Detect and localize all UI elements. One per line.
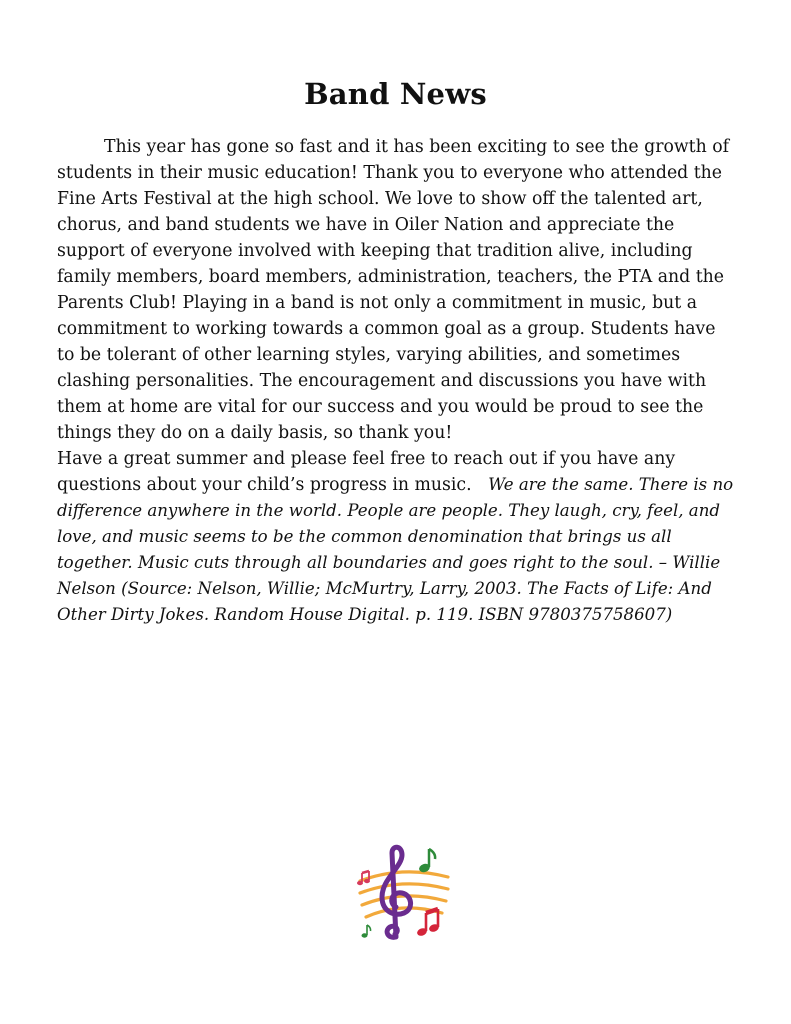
willie-nelson-quote: We are the same. There is no difference anywhere in the world. People are people. They laugh, cry, feel, and love, and music seems to be the common denomination that brings us all together. Music cuts through all boundaries and goes right to the soul. – Willie Nelson (Source: Nelson, Willie; McMurtry, Larry, 2003. The Facts of Life: And Other Dirty Jokes. Random House Digital. p. 119. ISBN 9780375758607) bbox=[57, 475, 734, 624]
paragraph-closing bbox=[57, 446, 737, 628]
paragraph-closing-text: Have a great summer and please feel free to reach out if you have any questions about your child’s progress in music. bbox=[57, 449, 676, 495]
staff-line-1 bbox=[360, 872, 448, 881]
paragraph-intro bbox=[57, 134, 737, 446]
treble-clef bbox=[382, 847, 411, 937]
music-notes-treble-clef-icon bbox=[352, 843, 452, 943]
paragraph-intro-text: This year has gone so fast and it has been exciting to see the growth of students in their music education! Thank you to everyone who attended the Fine Arts Festival at the high school. We love to show off the talented art, chorus, and band students we have in Oiler Nation and appreciate the support of everyone involved with keeping that tradition alive, including family members, board members, administration, teachers, the PTA and the Parents Club! Playing in a band is not only a commitment in music, but a commitment to working towards a common goal as a group. Students have to be tolerant of other learning styles, varying abilities, and sometimes clashing personalities. The encouragement and discussions you have with them at home are vital for our success and you would be proud to see the things they do on a daily basis, so thank you! bbox=[57, 137, 730, 443]
red-note bbox=[416, 909, 440, 937]
staff-line-3 bbox=[362, 896, 446, 905]
article-body bbox=[57, 134, 737, 628]
page-title: Band News bbox=[304, 77, 487, 111]
small-green-note bbox=[362, 925, 371, 938]
green-note bbox=[418, 849, 435, 874]
